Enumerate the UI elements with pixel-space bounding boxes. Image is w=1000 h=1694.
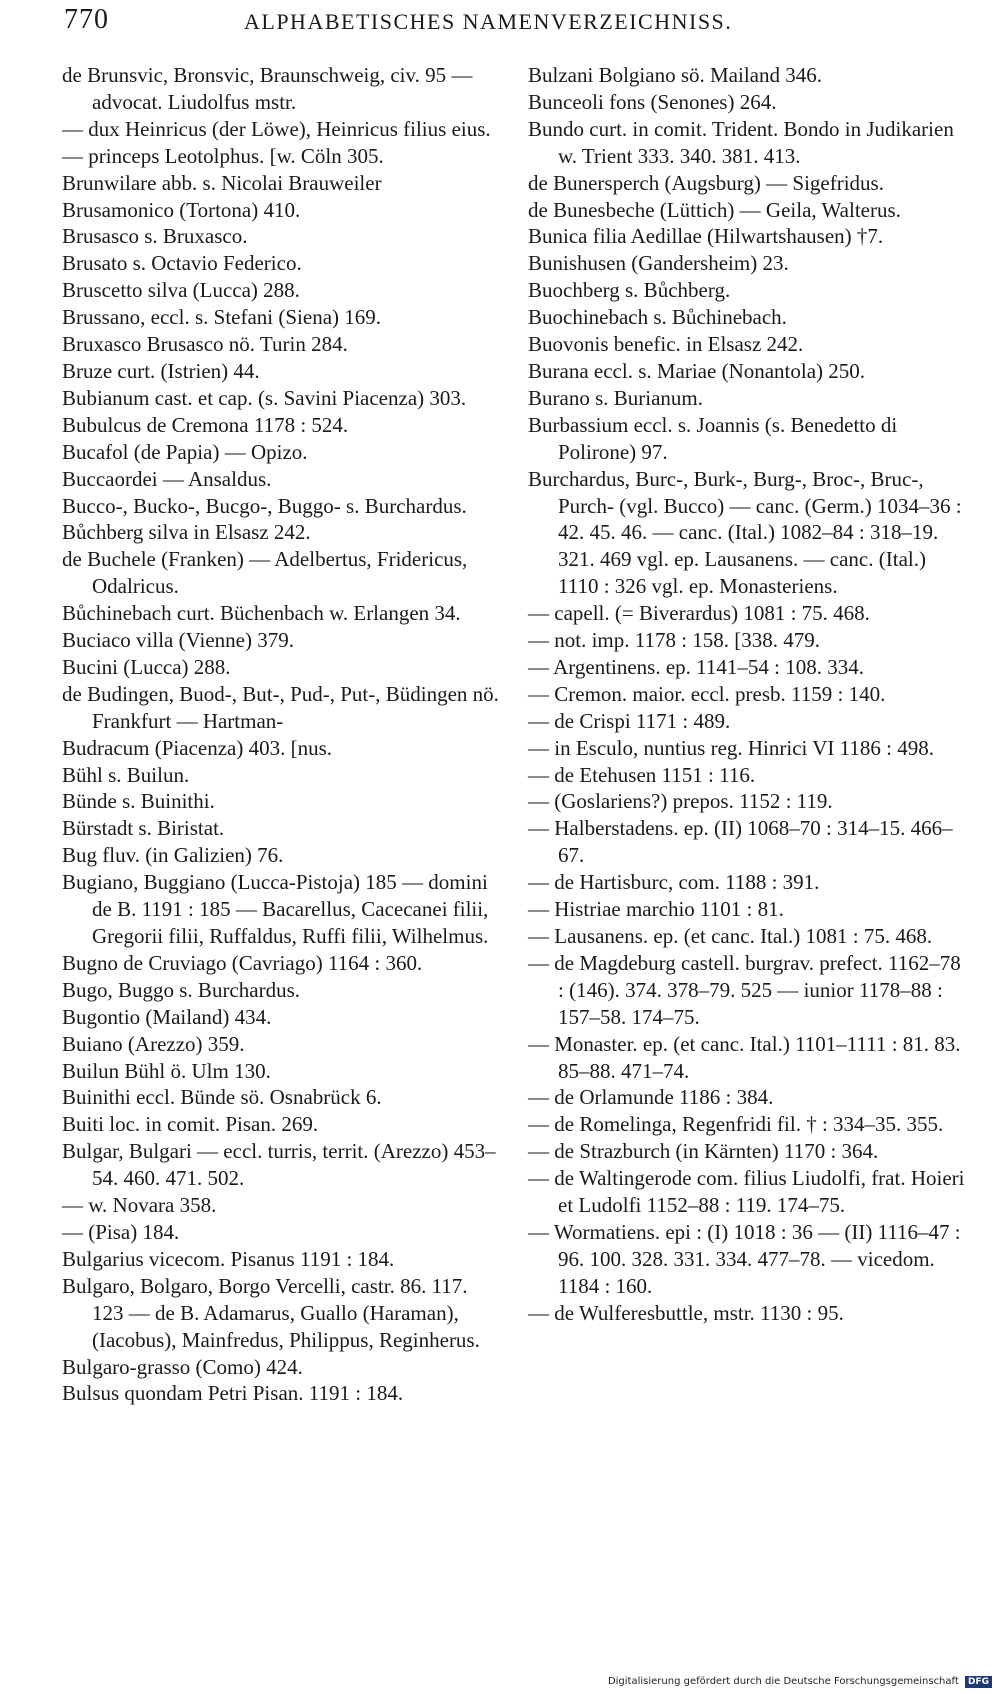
index-entry: Bunica filia Aedillae (Hilwartshausen) †7. bbox=[528, 224, 884, 249]
index-entry: Bunishusen (Gandersheim) 23. bbox=[528, 251, 789, 276]
index-entry: Buochinebach s. Bůchinebach. bbox=[528, 305, 787, 330]
index-entry: Bunceoli fons (Senones) 264. bbox=[528, 89, 777, 114]
index-entry: de Buchele (Franken) — Adelbertus, Fridericus, Odalricus. bbox=[62, 547, 468, 599]
index-entry: Bugo, Buggo s. Burchardus. bbox=[62, 977, 300, 1002]
index-entry: — princeps Leotolphus. [w. Cöln 305. bbox=[62, 143, 384, 168]
index-entry: — Wormatiens. epi : (I) 1018 : 36 — (II) 1116–47 : 96. 100. 328. 331. 334. 477–78. — vicedom. 1184 : 160. bbox=[528, 1219, 961, 1298]
index-entry: Brusamonico (Tortona) 410. bbox=[62, 197, 301, 222]
index-entry: Brussano, eccl. s. Stefani (Siena) 169. bbox=[62, 305, 382, 330]
index-entry: — de Wulferesbuttle, mstr. 1130 : 95. bbox=[528, 1300, 844, 1325]
index-entry: — de Orlamunde 1186 : 384. bbox=[528, 1085, 774, 1110]
index-entry: Bulgarius vicecom. Pisanus 1191 : 184. bbox=[62, 1246, 395, 1271]
index-entry: de Brunsvic, Bronsvic, Braunschweig, civ. 95 — advocat. Liudolfus mstr. bbox=[62, 63, 473, 114]
index-entry: Burbassium eccl. s. Joannis (s. Benedetto di Polirone) 97. bbox=[528, 412, 898, 464]
index-entry: — Monaster. ep. (et canc. Ital.) 1101–1111 : 81. 83. 85–88. 471–74. bbox=[528, 1031, 961, 1083]
index-entry: Buovonis benefic. in Elsasz 242. bbox=[528, 332, 804, 357]
footer-credit bbox=[608, 1676, 992, 1688]
index-entry: — (Goslariens?) prepos. 1152 : 119. bbox=[528, 789, 833, 814]
index-entry: — de Etehusen 1151 : 116. bbox=[528, 762, 756, 787]
index-column-right bbox=[528, 62, 968, 1327]
index-entry: Bruxasco Brusasco nö. Turin 284. bbox=[62, 332, 348, 357]
index-entry: — dux Heinricus (der Löwe), Heinricus filius eius. bbox=[62, 116, 491, 141]
index-entry: Bucco-, Bucko-, Bucgo-, Buggo- s. Burchardus. bbox=[62, 493, 467, 518]
index-entry: Bulzani Bolgiano sö. Mailand 346. bbox=[528, 63, 822, 87]
index-entry: — in Esculo, nuntius reg. Hinrici VI 1186 : 498. bbox=[528, 735, 934, 760]
index-entry: Bucini (Lucca) 288. bbox=[62, 654, 231, 679]
index-entry: Bugiano, Buggiano (Lucca-Pistoja) 185 — domini de B. 1191 : 185 — Bacarellus, Cacecanei filii, Gregorii filii, Ruffaldus, Ruffi filii, Wilhelmus. bbox=[62, 870, 489, 948]
index-entry: Buiano (Arezzo) 359. bbox=[62, 1031, 245, 1056]
index-entry: — de Hartisburc, com. 1188 : 391. bbox=[528, 870, 820, 895]
index-entry: — Lausanens. ep. (et canc. Ital.) 1081 : 75. 468. bbox=[528, 924, 933, 948]
index-entry: Bundo curt. in comit. Trident. Bondo in Judikarien w. Trient 333. 340. 381. 413. bbox=[528, 116, 954, 168]
index-entry: de Bunesbeche (Lüttich) — Geila, Walterus. bbox=[528, 197, 901, 222]
index-entry: Bulgar, Bulgari — eccl. turris, territ. (Arezzo) 453–54. 460. 471. 502. bbox=[62, 1139, 496, 1191]
index-entry: Buiti loc. in comit. Pisan. 269. bbox=[62, 1112, 319, 1137]
index-entry: Bucafol (de Papia) — Opizo. bbox=[62, 439, 308, 464]
index-entry: — not. imp. 1178 : 158. [338. 479. bbox=[528, 628, 821, 653]
index-entry: — Halberstadens. ep. (II) 1068–70 : 314–15. 466–67. bbox=[528, 816, 953, 868]
index-entry: Bubulcus de Cremona 1178 : 524. bbox=[62, 412, 349, 437]
running-title: ALPHABETISCHES NAMENVERZEICHNISS. bbox=[244, 9, 733, 34]
index-entry: Bubianum cast. et cap. (s. Savini Piacenza) 303. bbox=[62, 385, 467, 410]
index-entry: — de Magdeburg castell. burgrav. prefect. 1162–78 : (146). 374. 378–79. 525 — iunior 1178–88 : 157–58. 174–75. bbox=[528, 950, 961, 1029]
index-entry: — de Waltingerode com. filius Liudolfi, frat. Hoieri et Ludolfi 1152–88 : 119. 174–75. bbox=[528, 1166, 965, 1218]
index-entry: Bug fluv. (in Galizien) 76. bbox=[62, 843, 284, 868]
index-entry: Burchardus, Burc-, Burk-, Burg-, Broc-, Bruc-, Purch- (vgl. Bucco) — canc. (Germ.) 1034–36 : 42. 45. 46. — canc. (Ital.) 1082–84 : 318–19. 321. 469 vgl. ep. Lausanens. — canc. (Ital.) 1110 : 326 vgl. ep. Monasteriens. bbox=[528, 466, 962, 599]
index-entry: Buciaco villa (Vienne) 379. bbox=[62, 628, 294, 653]
index-column-left bbox=[62, 62, 502, 1407]
index-entry: Buccaordei — Ansaldus. bbox=[62, 466, 272, 491]
index-entry: Bünde s. Buinithi. bbox=[62, 789, 215, 814]
index-entry: Bugno de Cruviago (Cavriago) 1164 : 360. bbox=[62, 950, 423, 975]
index-entry: Bulgaro, Bolgaro, Borgo Vercelli, castr. 86. 117. 123 — de B. Adamarus, Guallo (Haraman), (Iacobus), Mainfredus, Philippus, Reginherus. bbox=[62, 1273, 480, 1352]
index-entry: Budracum (Piacenza) 403. [nus. bbox=[62, 735, 332, 760]
index-entry: Burana eccl. s. Mariae (Nonantola) 250. bbox=[528, 358, 866, 383]
index-entry: — de Strazburch (in Kärnten) 1170 : 364. bbox=[528, 1139, 879, 1164]
index-entry: Bůchinebach curt. Büchenbach w. Erlangen 34. bbox=[62, 601, 461, 626]
index-entry: Bruze curt. (Istrien) 44. bbox=[62, 358, 260, 383]
index-entry: — de Crispi 1171 : 489. bbox=[528, 708, 731, 733]
index-entry: — Argentinens. ep. 1141–54 : 108. 334. bbox=[528, 654, 864, 679]
index-entry: Builun Bühl ö. Ulm 130. bbox=[62, 1058, 271, 1083]
page-number: 770 bbox=[64, 4, 109, 35]
index-entry: — (Pisa) 184. bbox=[62, 1219, 180, 1244]
index-entry: — de Romelinga, Regenfridi fil. † : 334–35. 355. bbox=[528, 1112, 944, 1137]
dfg-logo: DFG bbox=[965, 1676, 992, 1688]
index-entry: Bruscetto silva (Lucca) 288. bbox=[62, 278, 300, 303]
index-entry: de Bunersperch (Augsburg) — Sigefridus. bbox=[528, 170, 884, 195]
index-entry: Bugontio (Mailand) 434. bbox=[62, 1004, 272, 1029]
index-entry: Bůchberg silva in Elsasz 242. bbox=[62, 520, 311, 545]
index-entry: Buochberg s. Bůchberg. bbox=[528, 278, 731, 303]
index-entry: — Histriae marchio 1101 : 81. bbox=[528, 897, 784, 922]
page-header bbox=[64, 4, 944, 44]
index-entry: Bulgaro-grasso (Como) 424. bbox=[62, 1354, 303, 1379]
index-entry: — Cremon. maior. eccl. presb. 1159 : 140. bbox=[528, 681, 886, 706]
index-entry: Brusato s. Octavio Federico. bbox=[62, 251, 302, 276]
index-entry: Buinithi eccl. Bünde sö. Osnabrück 6. bbox=[62, 1085, 382, 1110]
index-entry: Bürstadt s. Biristat. bbox=[62, 816, 225, 841]
index-entry: — w. Novara 358. bbox=[62, 1193, 217, 1218]
index-entry: Brunwilare abb. s. Nicolai Brauweiler bbox=[62, 170, 382, 195]
index-entry: — capell. (= Biverardus) 1081 : 75. 468. bbox=[528, 601, 870, 626]
index-entry: Burano s. Burianum. bbox=[528, 385, 703, 410]
index-entry: Bulsus quondam Petri Pisan. 1191 : 184. bbox=[62, 1381, 404, 1406]
index-entry: de Budingen, Buod-, But-, Pud-, Put-, Büdingen nö. Frankfurt — Hartman- bbox=[62, 681, 499, 733]
index-entry: Brusasco s. Bruxasco. bbox=[62, 224, 248, 249]
footer-credit-text: Digitalisierung gefördert durch die Deutsche Forschungsgemeinschaft bbox=[607, 1676, 959, 1687]
index-entry: Bühl s. Builun. bbox=[62, 762, 190, 787]
